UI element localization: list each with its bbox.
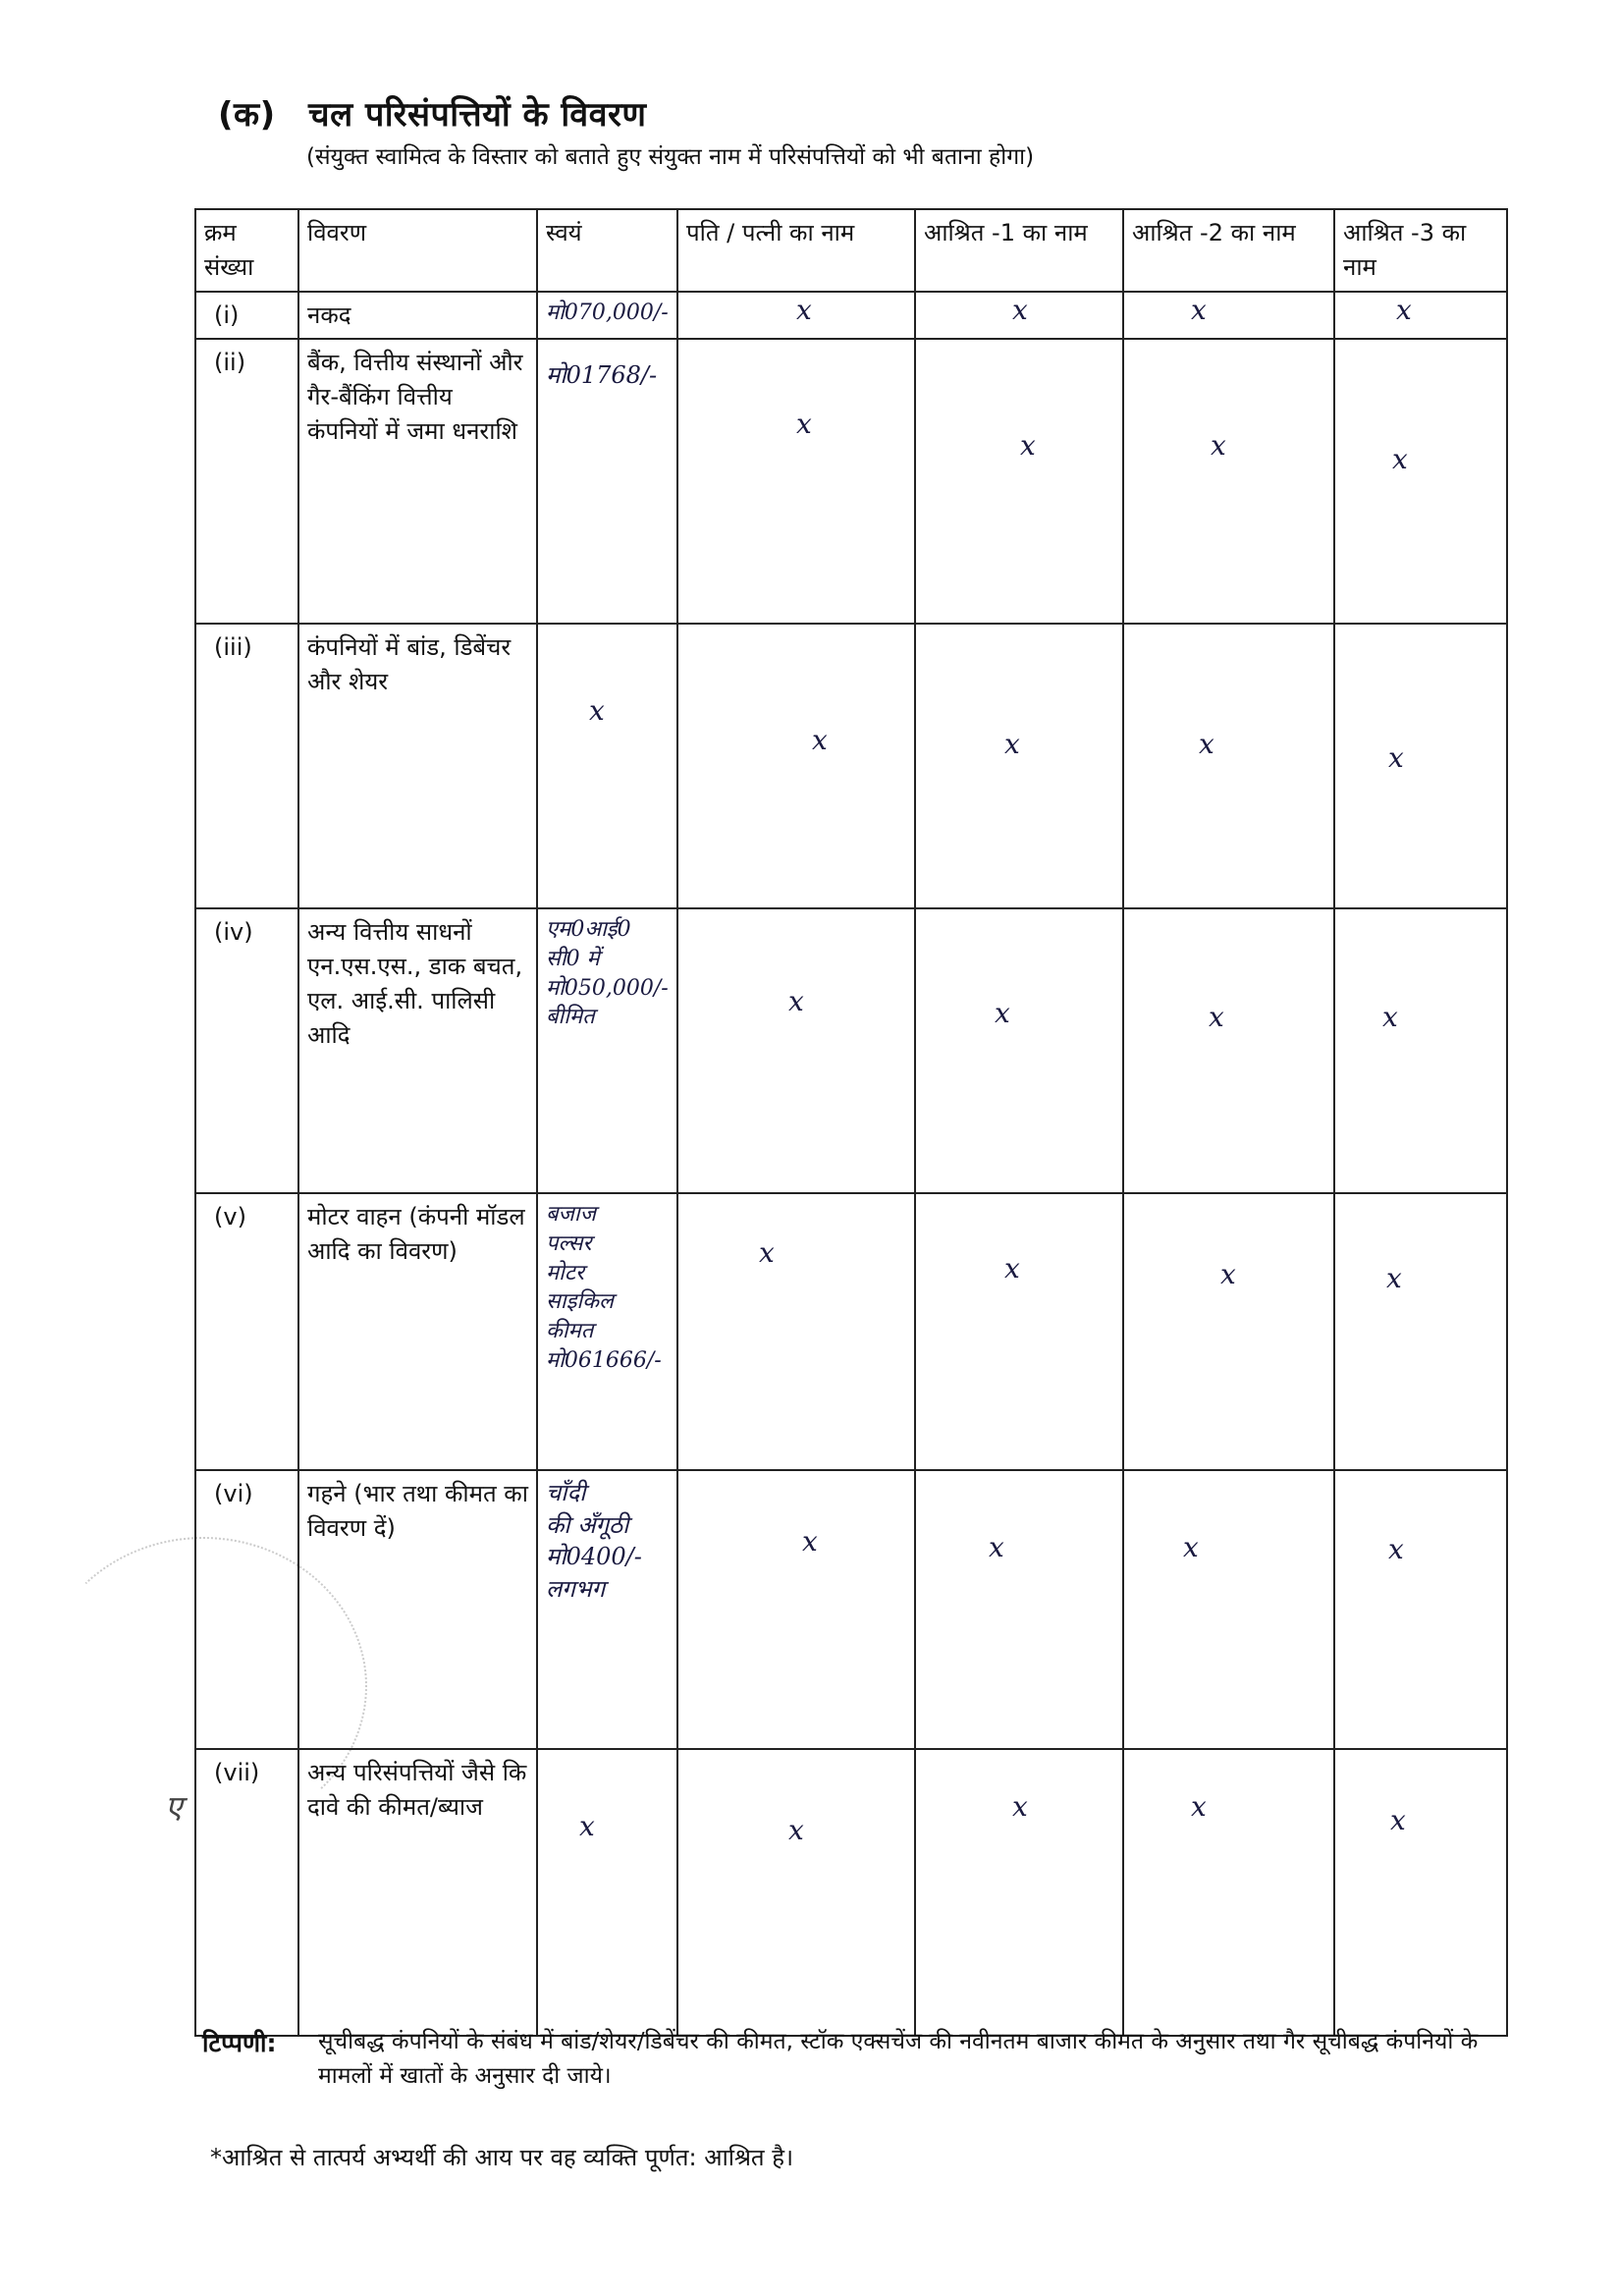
row-dependent-2-cell: [1123, 1470, 1334, 1749]
cross-mark: x: [1183, 1531, 1199, 1564]
row-self-value: [537, 1749, 677, 2036]
cross-mark: x: [1388, 1533, 1404, 1566]
margin-initial-mark: ए: [165, 1788, 183, 1826]
row-dependent-1-cell: [915, 908, 1123, 1193]
cross-mark: x: [1191, 293, 1207, 326]
note-text: सूचीबद्ध कंपनियों के संबंध में बांड/शेयर/डिबेंचर की कीमत, स्टॉक एक्सचेंज की नवीनतम बाजार कीमत के अनुसार तथा गैर सूचीबद्ध कंपनियों के मामलों में खातों के अनुसार दी जाये।: [318, 2029, 1479, 2089]
row-description: मोटर वाहन (कंपनी मॉडल आदि का विवरण): [298, 1193, 537, 1470]
header-dependent-1: आश्रित -1 का नाम: [915, 209, 1123, 292]
row-dependent-2-cell: [1123, 1749, 1334, 2036]
cross-mark: x: [1388, 741, 1404, 775]
section-marker: (क): [218, 95, 276, 135]
row-dependent-1-cell: [915, 1470, 1123, 1749]
row-spouse-cell: [677, 908, 915, 1193]
row-spouse-cell: [677, 1470, 915, 1749]
cross-mark: x: [1396, 293, 1412, 326]
cross-mark: x: [1012, 293, 1028, 326]
cross-mark: x: [1209, 1001, 1224, 1034]
row-dependent-3-cell: [1334, 624, 1507, 908]
table-row: [195, 1193, 1507, 1470]
row-description: बैंक, वित्तीय संस्थानों और गैर-बैंकिंग वित्तीय कंपनियों में जमा धनराशि: [298, 339, 537, 624]
handwritten-value: बजाज पल्सर मोटर साइकिल कीमत मो061666/-: [546, 1202, 662, 1373]
row-self-value: [537, 1193, 677, 1470]
row-dependent-1-cell: [915, 339, 1123, 624]
row-self-value: [537, 292, 677, 340]
cross-mark: x: [1020, 429, 1036, 463]
table-row: [195, 1470, 1507, 1749]
row-self-value: [537, 624, 677, 908]
cross-mark: x: [1004, 1252, 1020, 1285]
row-dependent-3-cell: [1334, 1193, 1507, 1470]
header-dependent-2: आश्रित -2 का नाम: [1123, 209, 1334, 292]
row-dependent-2-cell: [1123, 339, 1334, 624]
handwritten-value: एम0आई0 सी0 में मो050,000/- बीमित: [546, 917, 669, 1030]
row-serial: (ii): [195, 339, 298, 624]
row-self-value: [537, 1470, 677, 1749]
row-dependent-2-cell: [1123, 624, 1334, 908]
row-serial: (i): [195, 292, 298, 340]
cross-mark: x: [589, 694, 605, 728]
row-serial: (iii): [195, 624, 298, 908]
row-spouse-cell: [677, 292, 915, 340]
table-row: [195, 292, 1507, 340]
header-self: स्वयं: [537, 209, 677, 292]
cross-mark: x: [995, 997, 1010, 1030]
handwritten-value: मो070,000/-: [546, 300, 669, 325]
movable-assets-table: [194, 208, 1508, 2037]
cross-mark: x: [989, 1531, 1004, 1564]
row-self-value: [537, 908, 677, 1193]
row-description: कंपनियों में बांड, डिबेंचर और शेयर: [298, 624, 537, 908]
section-heading: [218, 90, 647, 136]
cross-mark: x: [796, 293, 812, 326]
cross-mark: x: [802, 1525, 818, 1558]
cross-mark: x: [812, 724, 828, 757]
row-serial: (vii): [195, 1749, 298, 2036]
table-row: [195, 339, 1507, 624]
section-subheading: (संयुक्त स्वामित्व के विस्तार को बताते हुए संयुक्त नाम में परिसंपत्तियों को भी बताना होगा): [306, 144, 1035, 170]
cross-mark: x: [759, 1236, 775, 1270]
note-label: टिप्पणी:: [202, 2029, 277, 2057]
row-self-value: [537, 339, 677, 624]
table-row: [195, 624, 1507, 908]
row-description: अन्य वित्तीय साधनों एन.एस.एस., डाक बचत, एल. आई.सी. पालिसी आदि: [298, 908, 537, 1193]
row-spouse-cell: [677, 624, 915, 908]
row-dependent-1-cell: [915, 1193, 1123, 1470]
row-spouse-cell: [677, 339, 915, 624]
cross-mark: x: [1386, 1262, 1402, 1295]
row-dependent-3-cell: [1334, 1749, 1507, 2036]
row-serial: (vi): [195, 1470, 298, 1749]
cross-mark: x: [788, 985, 804, 1018]
handwritten-value: चाँदी की अँगूठी मो0400/- लगभग: [546, 1479, 642, 1603]
cross-mark: x: [1220, 1258, 1236, 1291]
row-spouse-cell: [677, 1193, 915, 1470]
section-title: चल परिसंपत्तियों के विवरण: [308, 95, 647, 135]
row-dependent-1-cell: [915, 624, 1123, 908]
cross-mark: x: [1390, 1804, 1406, 1837]
row-dependent-2-cell: [1123, 292, 1334, 340]
header-serial: क्रम संख्या: [195, 209, 298, 292]
row-dependent-1-cell: [915, 1749, 1123, 2036]
row-description: गहने (भार तथा कीमत का विवरण दें): [298, 1470, 537, 1749]
header-spouse: पति / पत्नी का नाम: [677, 209, 915, 292]
cross-mark: x: [1199, 728, 1214, 761]
cross-mark: x: [1191, 1790, 1207, 1824]
cross-mark: x: [788, 1814, 804, 1847]
cross-mark: x: [796, 408, 812, 441]
cross-mark: x: [1392, 443, 1408, 476]
header-description: विवरण: [298, 209, 537, 292]
row-dependent-3-cell: [1334, 292, 1507, 340]
table-row: [195, 1749, 1507, 2036]
row-description: अन्य परिसंपत्तियों जैसे कि दावे की कीमत/ब्याज: [298, 1749, 537, 2036]
cross-mark: x: [1004, 728, 1020, 761]
table-header-row: [195, 209, 1507, 292]
dependent-footnote: *आश्रित से तात्पर्य अभ्यर्थी की आय पर वह व्यक्ति पूर्णत: आश्रित है।: [210, 2144, 794, 2171]
row-dependent-2-cell: [1123, 1193, 1334, 1470]
cross-mark: x: [1382, 1001, 1398, 1034]
row-description: नकद: [298, 292, 537, 340]
row-serial: (v): [195, 1193, 298, 1470]
cross-mark: x: [1012, 1790, 1028, 1824]
row-dependent-3-cell: [1334, 339, 1507, 624]
handwritten-value: मो01768/-: [546, 361, 658, 390]
header-dependent-3: आश्रित -3 का नाम: [1334, 209, 1507, 292]
cross-mark: x: [579, 1810, 595, 1843]
row-spouse-cell: [677, 1749, 915, 2036]
table-row: [195, 908, 1507, 1193]
row-dependent-3-cell: [1334, 1470, 1507, 1749]
row-dependent-2-cell: [1123, 908, 1334, 1193]
row-serial: (iv): [195, 908, 298, 1193]
cross-mark: x: [1211, 429, 1226, 463]
row-dependent-1-cell: [915, 292, 1123, 340]
row-dependent-3-cell: [1334, 908, 1507, 1193]
